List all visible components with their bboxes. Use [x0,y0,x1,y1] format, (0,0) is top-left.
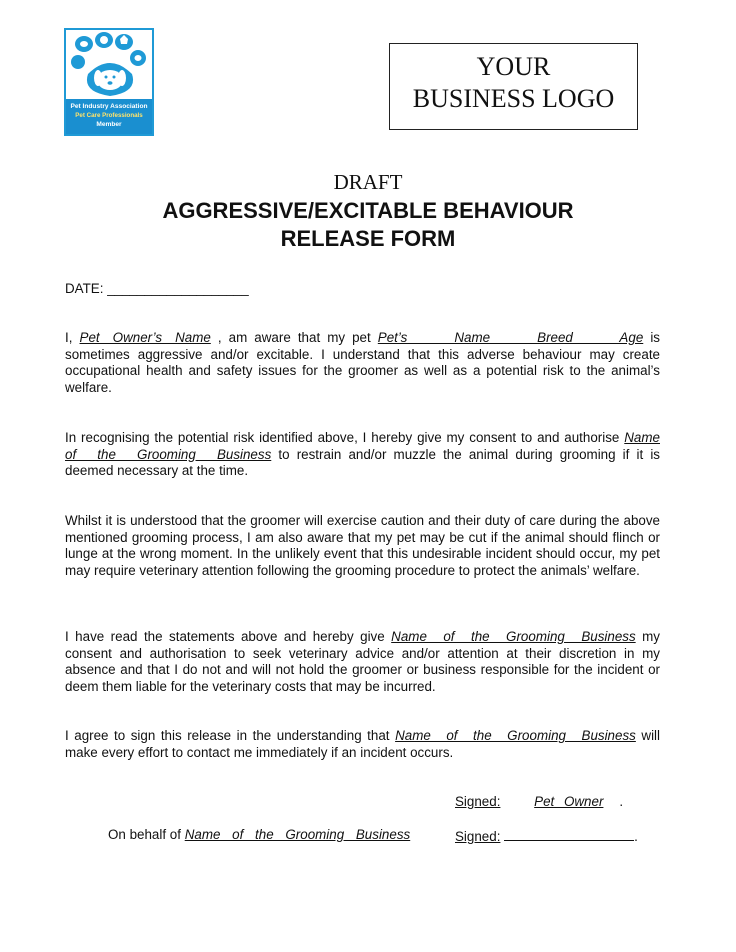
para1-text-b: , am aware that my pet [217,330,371,345]
business-logo-placeholder [389,43,638,130]
business-signature-line[interactable] [455,827,638,845]
para1-text-c: is sometimes aggressive and/or excitable. I understand that this adverse behaviour may create occupational health and safety issues for the groomer as well as a potential risk to the animal’s welfare. [65,330,660,395]
business-logo-line1: YOUR [476,52,551,81]
paragraph-pet-details [65,330,660,396]
business-logo-line2: BUSINESS LOGO [412,84,615,113]
association-subtitle: Pet Care Professionals [75,112,143,119]
para1-text-a: I, [65,330,73,345]
form-title [0,197,736,253]
behalf-of-line [108,827,410,843]
association-band [66,99,152,134]
owner-signed-label: Signed: [455,794,501,809]
para2-text-a: In recognising the potential risk identified above, I hereby give my consent to and authorise [65,430,620,445]
form-title-line2: RELEASE FORM [280,226,456,251]
paragraph-agreement [65,728,660,761]
owner-signature-line[interactable] [455,794,623,810]
para5-text-a: I agree to sign this release in the understanding that [65,728,390,743]
paragraph-risk: Whilst it is understood that the groomer will exercise caution and their duty of care during the above mentioned grooming process, I am also aware that my pet may be cut if the animal should flinch or lunge at the wrong moment. In the unlikely event that this undesirable incident should occur, my pet may require veterinary attention following the grooming procedure to protect the animals’ welfare. [65,513,660,578]
business-signature-blank[interactable] [504,827,634,841]
business-signed-label: Signed: [455,829,501,844]
para4-text-a: I have read the statements above and hereby give [65,629,385,644]
owner-signature-period: . [619,794,624,809]
date-field[interactable] [65,281,660,298]
draft-label: DRAFT [333,170,403,194]
owner-signature-field[interactable]: Pet Owner [534,794,604,809]
form-title-line1: AGGRESSIVE/EXCITABLE BEHAVIOUR [162,198,574,223]
pet-details-field[interactable]: Pet’s Name Breed Age [377,330,644,345]
pet-owner-name-field[interactable]: Pet Owner’s Name [79,330,211,345]
behalf-business-field[interactable]: Name of the Grooming Business [184,827,411,842]
association-member: Member [96,121,122,128]
association-name: Pet Industry Association [70,103,148,110]
grooming-business-field-1[interactable]: Name of the Grooming Business [65,430,660,462]
para4-text-b: my consent and authorisation to seek veterinary advice and/or attention at their discretion in my absence and that I do not and will not hold the groomer or business responsible for the incident or deem them liable for the veterinary costs that may be incurred. [65,629,660,694]
pets-paw-icon [66,30,152,100]
paragraph-veterinary [65,629,660,695]
behalf-label: On behalf of [108,827,181,842]
date-label: DATE: [65,281,104,296]
para2-text-b: to restrain and/or muzzle the animal during grooming if it is deemed necessary at the time. [65,446,660,479]
date-blank[interactable]: ___________________ [107,281,249,296]
business-signature-period: . [634,829,638,844]
para5-text-b: will make every effort to contact me immediately if an incident occurs. [65,728,661,760]
paragraph-consent [65,430,660,480]
association-member-logo [64,28,154,136]
grooming-business-field-3[interactable]: Name of the Grooming Business [395,728,636,743]
grooming-business-field-2[interactable]: Name of the Grooming Business [391,629,636,644]
